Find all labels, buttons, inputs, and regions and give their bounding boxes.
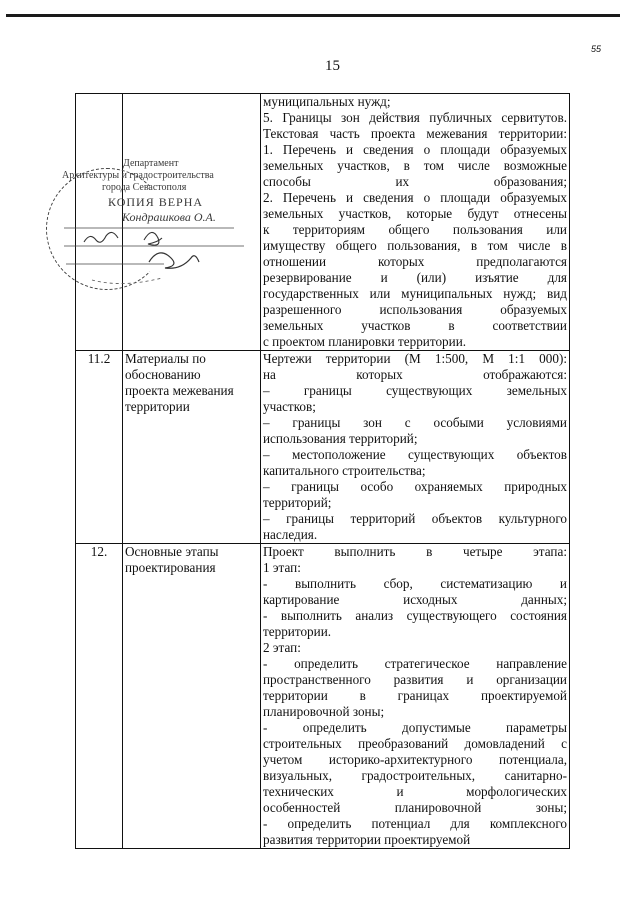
requirements-cell — [261, 94, 570, 351]
requirement-text-line: территорий; — [263, 495, 332, 510]
requirement-text-line: особенностей планировочной зоны; — [263, 800, 567, 815]
requirement-text-line: пространственного развития и организации — [263, 672, 567, 687]
table-row — [76, 544, 570, 849]
requirement-text-line: 2. Перечень и сведения о площади образуемых — [263, 190, 567, 205]
requirement-text-line: способы их образования; — [263, 174, 567, 189]
requirement-text-line: земельных участков, которые будут отнесены — [263, 206, 567, 221]
table-row — [76, 94, 570, 351]
top-border-line — [6, 14, 620, 17]
requirement-text-line: – границы территорий объектов культурного — [263, 511, 567, 526]
requirements-cell — [261, 351, 570, 544]
requirement-text-line: - определить потенциал для комплексного — [263, 816, 567, 831]
page-number: 15 — [325, 58, 340, 74]
requirement-text-line: Текстовая часть проекта межевания территории: — [263, 126, 567, 141]
row-number-cell: 11.2 — [76, 351, 123, 544]
requirement-text-line: развития территории проектируемой — [263, 832, 471, 847]
requirement-text-line: муниципальных нужд; — [263, 94, 391, 109]
requirement-text-line: картирование исходных данных; — [263, 592, 567, 607]
requirement-text-line: отношении которых предполагаются — [263, 254, 567, 269]
stamp-line-2: Архитектуры и градостроительства — [62, 170, 214, 181]
item-name-line: проекта межевания — [125, 383, 234, 398]
requirement-text-line: 1 этап: — [263, 560, 301, 575]
requirement-text-line: 2 этап: — [263, 640, 301, 655]
requirement-text-line: капитального строительства; — [263, 463, 426, 478]
requirement-text-line: резервирование и (или) изъятие для — [263, 270, 567, 285]
item-name-cell — [123, 351, 261, 544]
requirement-text-line: - определить допустимые параметры — [263, 720, 567, 735]
requirement-text-line: - выполнить сбор, систематизацию и — [263, 576, 567, 591]
requirements-cell — [261, 544, 570, 849]
requirement-text-line: земельных участков в соответствии — [263, 318, 567, 333]
requirement-text-line: государственных или муниципальных нужд; вид — [263, 286, 567, 301]
requirement-text-line: – границы существующих земельных — [263, 383, 567, 398]
requirement-text-line: визуальных, градостроительных, санитарно- — [263, 768, 567, 783]
row-number-cell: 12. — [76, 544, 123, 849]
requirement-text-line: имуществу общего пользования, в том числе в — [263, 238, 567, 253]
item-name-line: Основные этапы — [125, 544, 219, 559]
stamp-line-1: Департамент — [123, 158, 179, 169]
stamp-copy-mark: КОПИЯ ВЕРНА — [108, 195, 204, 209]
requirement-text-line: наследия. — [263, 527, 318, 542]
requirement-text-line: 5. Границы зон действия публичных сервитутов. — [263, 110, 567, 125]
requirement-text-line: территории в границах проектируемой — [263, 688, 567, 703]
requirement-text-line: участков; — [263, 399, 316, 414]
item-name-line: территории — [125, 399, 190, 414]
item-name-cell — [123, 544, 261, 849]
specification-table — [75, 93, 570, 849]
requirement-text-line: - выполнить анализ существующего состояния — [263, 608, 567, 623]
item-name-cell — [123, 94, 261, 351]
requirement-text-line: разрешенного использования образуемых — [263, 302, 567, 317]
stamp-line-3: города Севастополя — [102, 182, 187, 193]
requirement-text-line: технических и морфологических — [263, 784, 567, 799]
scan-page-number: 55 — [591, 44, 602, 54]
requirement-text-line: Проект выполнить в четыре этапа: — [263, 544, 567, 559]
requirement-text-line: – местоположение существующих объектов — [263, 447, 567, 462]
requirement-text-line: - определить стратегическое направление — [263, 656, 567, 671]
requirement-text-line: – границы зон с особыми условиями — [263, 415, 567, 430]
item-name-line: проектирования — [125, 560, 216, 575]
requirement-text-line: строительных преобразований домовладений с — [263, 736, 567, 751]
requirement-text-line: использования территорий; — [263, 431, 418, 446]
requirement-text-line: на которых отображаются: — [263, 367, 567, 382]
row-number-cell — [76, 94, 123, 351]
table-row — [76, 351, 570, 544]
requirement-text-line: с проектом планировки территории. — [263, 334, 467, 349]
item-name-line: Материалы по — [125, 351, 206, 366]
requirement-text-line: Чертежи территории (М 1:500, М 1:1 000): — [263, 351, 567, 366]
requirement-text-line: – границы особо охраняемых природных — [263, 479, 567, 494]
item-name-line: обоснованию — [125, 367, 201, 382]
requirement-text-line: к территориям общего пользования или — [263, 222, 567, 237]
requirement-text-line: земельных участков, в том числе возможные — [263, 158, 567, 173]
requirement-text-line: территории. — [263, 624, 332, 639]
stamp-name: Кондрашкова О.А. — [122, 210, 216, 224]
requirement-text-line: учетом историко-архитектурного потенциала, — [263, 752, 567, 767]
requirement-text-line: 1. Перечень и сведения о площади образуемых — [263, 142, 567, 157]
requirement-text-line: планировочной зоны; — [263, 704, 385, 719]
